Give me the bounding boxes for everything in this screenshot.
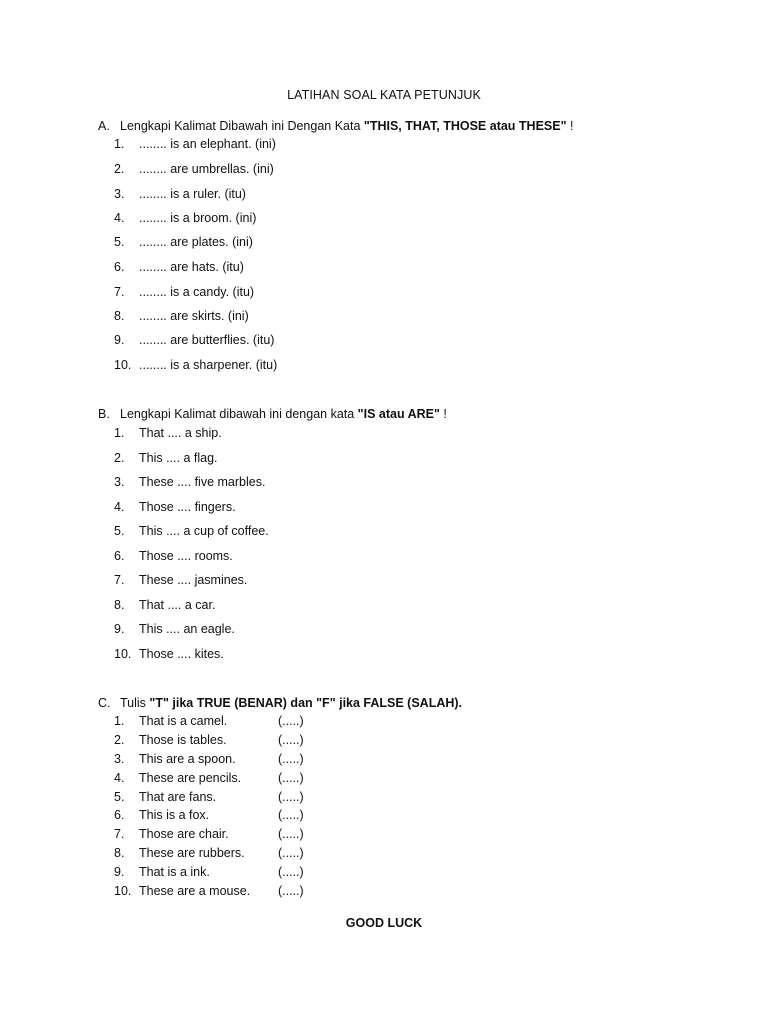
answer-blank: (.....) [278,846,304,860]
section-b-item-1: 1. That .... a ship. [114,426,222,440]
section-b-item-7: 7. These .... jasmines. [114,573,248,587]
section-b-item-4: 4. Those .... fingers. [114,500,236,514]
answer-blank: (.....) [278,884,304,898]
section-a-item-2: 2. ........ are umbrellas. (ini) [114,162,274,176]
section-c-item-8: 8. These are rubbers. (.....) [114,846,304,860]
section-a-item-7: 7. ........ is a candy. (itu) [114,285,255,299]
section-a-keywords: "THIS, THAT, THOSE atau THESE" [363,119,567,133]
section-c-item-4: 4. These are pencils. (.....) [114,771,304,785]
answer-blank: (.....) [278,771,304,785]
section-c-item-9: 9. That is a ink. (.....) [114,865,304,879]
section-b-item-9: 9. This .... an eagle. [114,622,235,636]
section-a-item-8: 8. ........ are skirts. (ini) [114,309,249,323]
section-a-item-1: 1. ........ is an elephant. (ini) [114,137,276,151]
section-a-item-3: 3. ........ is a ruler. (itu) [114,187,246,201]
page-title: LATIHAN SOAL KATA PETUNJUK [287,88,481,102]
section-c-item-6: 6. This is a fox. (.....) [114,808,304,822]
section-b-item-5: 5. This .... a cup of coffee. [114,524,269,538]
section-b-item-6: 6. Those .... rooms. [114,549,233,563]
section-a-instruction: Lengkapi Kalimat Dibawah ini Dengan Kata [120,119,364,133]
section-c-item-3: 3. This are a spoon. (.....) [114,752,304,766]
answer-blank: (.....) [278,790,304,804]
section-a-heading: A. Lengkapi Kalimat Dibawah ini Dengan Kata "THIS, THAT, THOSE atau THESE" ! [98,119,574,133]
section-a-item-10: 10. ........ is a sharpener. (itu) [114,358,278,372]
section-c-heading [98,696,462,710]
section-c-item-10: 10. These are a mouse. (.....) [114,884,304,898]
section-c-letter: C. [98,696,111,710]
section-b-keywords: "IS atau ARE" [357,407,440,421]
section-b-item-8: 8. That .... a car. [114,598,216,612]
section-b-item-2: 2. This .... a flag. [114,451,218,465]
section-c-item-2: 2. Those is tables. (.....) [114,733,304,747]
answer-blank: (.....) [278,714,304,728]
answer-blank: (.....) [278,752,304,766]
section-c-item-5: 5. That are fans. (.....) [114,790,304,804]
section-b-item-10: 10. Those .... kites. [114,647,224,661]
section-c-instruction: Tulis [120,696,150,710]
section-c-item-1: 1. That is a camel. (.....) [114,714,304,728]
section-b-heading: B. Lengkapi Kalimat dibawah ini dengan kata "IS atau ARE" ! [98,407,447,421]
closing-message: GOOD LUCK [345,916,423,930]
section-a-letter: A. [98,119,110,133]
answer-blank: (.....) [278,808,304,822]
answer-blank: (.....) [278,827,304,841]
section-b-item-3: 3. These .... five marbles. [114,475,266,489]
section-b-instruction: Lengkapi Kalimat dibawah ini dengan kata [120,407,358,421]
section-a-item-9: 9. ........ are butterflies. (itu) [114,333,275,347]
section-c-item-7: 7. Those are chair. (.....) [114,827,304,841]
section-a-item-6: 6. ........ are hats. (itu) [114,260,244,274]
section-c-keywords: "T" jika TRUE (BENAR) dan "F" jika FALSE (SALAH). [149,696,463,710]
answer-blank: (.....) [278,733,304,747]
answer-blank: (.....) [278,865,304,879]
section-a-item-4: 4. ........ is a broom. (ini) [114,211,257,225]
section-b-letter: B. [98,407,110,421]
section-a-item-5: 5. ........ are plates. (ini) [114,235,253,249]
